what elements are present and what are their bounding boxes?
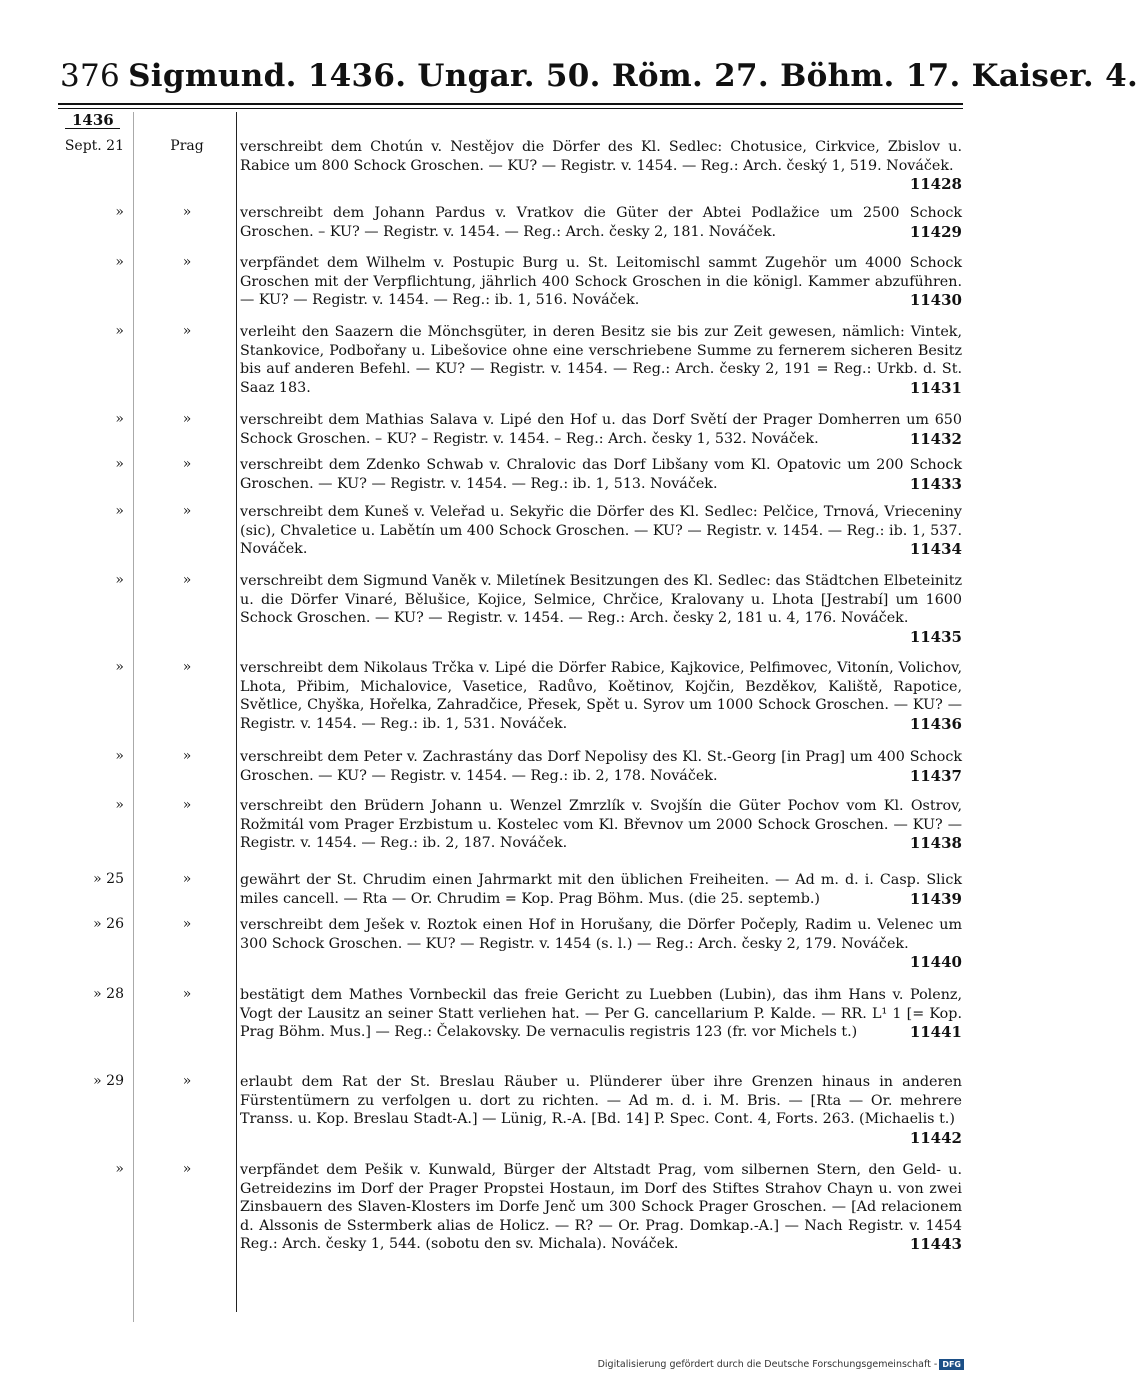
entry-number: 11437 [909,766,962,785]
entry-number: 11430 [909,291,962,310]
entry-place: Prag [170,138,204,154]
entry-text-block [240,503,962,559]
entry-date: » [115,1161,124,1177]
entry-number: 11442 [909,1128,962,1147]
entry-number: 11432 [909,429,962,448]
entry-text-block [240,204,962,241]
entry-place: » [182,659,192,675]
entry-number: 11436 [909,714,962,733]
entry-text: verschreibt dem Zdenko Schwab v. Chralovic das Dorf Libšany vom Kl. Opatovic um 200 Schock Groschen. — KU? — Registr. v. 1454. — Reg.: ib. 1, 513. Nováček. [240,457,962,492]
entry-text-block [240,572,962,646]
entry-place: » [182,797,192,813]
header-rule [58,103,963,105]
footer-text: Digitalisierung gefördert durch die Deutsche Forschungsgemeinschaft - [597,1359,938,1370]
entry-text-block [240,748,962,785]
entry-text-block [240,138,962,194]
entry-text-block [240,254,962,310]
entry-place: » [182,456,192,472]
entry-text: erlaubt dem Rat der St. Breslau Räuber u. Plünderer über ihre Grenzen hinaus in anderen Fürstentümern zu verfolgen u. dort zu richten. — Ad m. d. i. M. Bris. — [Rta — Or. mehrere Transs. u. Kop. Breslau Stadt-A.] — Lünig, R.-A. [Bd. 14] P. Spec. Cont. 4, Forts. 263. (Michaelis t.) [240,1074,962,1128]
entry-text: bestätigt dem Mathes Vornbeckil das freie Gericht zu Luebben (Lubin), das ihm Hans v. Polenz, Vogt der Lausitz an seiner Statt verliehen hat. — Per G. cancellarium P. Kalde. — RR. L¹ 1 [= Kop. Prag Böhm. Mus.] — Reg.: Čelakovsky. De vernaculis registris 123 (fr. vor Michels t.) [240,987,962,1041]
entry-text-block [240,1161,962,1254]
entry-number: 11433 [909,474,962,493]
entry-number: 11428 [909,175,962,194]
entry-text-block [240,411,962,448]
entry-text: verschreibt den Brüdern Johann u. Wenzel Zmrzlík v. Svojšín die Güter Pochov vom Kl. Ostrov, Rožmitál vom Prager Erzbistum u. Kostelec vom Kl. Břevnov um 2000 Schock Groschen. — KU? — Registr. v. 1454. — Reg.: ib. 2, 187. Nováček. [240,798,962,852]
entry-number: 11439 [909,889,962,908]
column-divider [236,112,237,1312]
entry-place: » [182,323,192,339]
entry-text: verpfändet dem Pešik v. Kunwald, Bürger der Altstadt Prag, vom silbernen Stern, den Geld- u. Getreidezins im Dorf der Prager Propstei Hostaun, im Dorf des Stiftes Strahov Chayn u. von zwei Zinsbauern des Slaven-Klosters im Dorfe Jenč um 300 Schock Prager Groschen. — [Ad relacionem d. Alssonis de Sstermberk alias de Holicz. — R? — Or. Prag. Domkap.-A.] — Nach Registr. v. 1454 Reg.: Arch. česky 1, 544. (sobotu den sv. Michala). Nováček. [240,1162,962,1253]
entry-place: » [182,1073,192,1089]
footer-credit [598,1359,964,1370]
entry-date: » [115,748,124,764]
entry-text: verschreibt dem Nikolaus Trčka v. Lipé die Dörfer Rabice, Kajkovice, Pelfimovec, Vitonín, Volichov, Lhota, Přibim, Michalovice, Vasetice, Radůvo, Koětinov, Kojčin, Bezděkov, Kaliště, Rapotice, Světlice, Chyška, Hořelka, Zahradčice, Přesek, Spět u. Syrov um 1000 Schock Groschen. — KU? — Registr. v. 1454. — Reg.: ib. 1, 531. Nováček. [240,660,962,732]
entry-date: » [115,254,124,270]
entry-date: » [115,323,124,339]
entry-text-block [240,323,962,397]
entry-text-block [240,986,962,1042]
entry-date: » 28 [93,986,124,1002]
entry-place: » [182,871,192,887]
entry-date: » [115,456,124,472]
entry-text: verpfändet dem Wilhelm v. Postupic Burg u. St. Leitomischl sammt Zugehör um 4000 Schock Groschen mit der Verpflichtung, jährlich 400 Schock Groschen in die königl. Kammer abzuführen. — KU? — Registr. v. 1454. — Reg.: ib. 1, 516. Nováček. [240,255,962,309]
entry-text: verschreibt dem Johann Pardus v. Vratkov die Güter der Abtei Podlažice um 2500 Schock Groschen. – KU? — Registr. v. 1454. — Reg.: Arch. česky 2, 181. Nováček. [240,205,962,240]
entry-text: verschreibt dem Chotún v. Nestějov die Dörfer des Kl. Sedlec: Chotusice, Cirkvice, Zbislov u. Rabice um 800 Schock Groschen. — KU? — Registr. v. 1454. — Reg.: Arch. český 1, 519. Nováček. [240,139,962,174]
entry-text: verschreibt dem Ješek v. Roztok einen Hof in Horušany, die Dörfer Počeply, Radim u. Velenec um 300 Schock Groschen. — KU? — Registr. v. 1454 (s. l.) — Reg.: Arch. česky 2, 179. Nováček. [240,917,962,952]
entry-text: verleiht den Saazern die Mönchsgüter, in deren Besitz sie bis zur Zeit gewesen, nämlich: Vintek, Stankovice, Podbořany u. Libešovice ohne eine verschriebene Summe zu fernerem sicheren Besitz bis auf anderen Befehl. — KU? — Registr. v. 1454. — Reg.: Arch. česky 2, 191 = Reg.: Urkb. d. St. Saaz 183. [240,324,962,396]
entry-date: » [115,503,124,519]
entry-number: 11435 [909,627,962,646]
entry-number: 11440 [909,953,962,972]
entry-text: verschreibt dem Sigmund Vaněk v. Miletínek Besitzungen des Kl. Sedlec: das Städtchen Elbeteinitz u. die Dörfer Vinaré, Bělušice, Kojice, Selmice, Chrčice, Kralovany u. Lhota [Jestrabí] um 1600 Schock Groschen. — KU? — Registr. v. 1454. — Reg.: Arch. česky 2, 181 u. 4, 176. Nováček. [240,573,962,627]
column-divider-left [133,112,134,1322]
entry-date: » 26 [93,916,124,932]
entry-text-block [240,456,962,493]
entry-date: » [115,659,124,675]
entry-number: 11438 [909,834,962,853]
page-header [60,58,1138,98]
entry-text-block [240,916,962,972]
entry-number: 11443 [909,1235,962,1254]
year-underline [65,128,120,129]
year-label: 1436 [72,111,114,129]
entry-text: verschreibt dem Peter v. Zachrastány das Dorf Nepolisy des Kl. St.-Georg [in Prag] um 400 Schock Groschen. — KU? — Registr. v. 1454. — Reg.: ib. 2, 178. Nováček. [240,749,962,784]
entry-place: » [182,411,192,427]
running-title: Sigmund. 1436. Ungar. 50. Röm. 27. Böhm. 17. Kaiser. 4. [128,58,1138,94]
entry-place: » [182,916,192,932]
entry-date: Sept. 21 [64,138,124,154]
header-rule-thin [58,108,963,109]
page-number: 376 [60,58,121,94]
entry-number: 11429 [909,222,962,241]
entry-place: » [182,572,192,588]
entry-date: » [115,204,124,220]
entry-place: » [182,204,192,220]
entry-text: verschreibt dem Kuneš v. Veleřad u. Sekyřic die Dörfer des Kl. Sedlec: Pelčice, Trnová, Vrieceniny (sic), Chvaletice u. Labětín um 400 Schock Groschen. — KU? — Registr. v. 1454. — Reg.: ib. 1, 537. Nováček. [240,504,962,558]
entry-number: 11431 [909,378,962,397]
entry-text-block [240,659,962,733]
entry-place: » [182,1161,192,1177]
entry-date: » 29 [93,1073,124,1089]
entry-place: » [182,986,192,1002]
entry-text-block [240,797,962,853]
entry-place: » [182,254,192,270]
entry-text: gewährt der St. Chrudim einen Jahrmarkt mit den üblichen Freiheiten. — Ad m. d. i. Casp. Slick miles cancell. — Rta — Or. Chrudim = Kop. Prag Böhm. Mus. (die 25. septemb.) [240,872,962,907]
entry-text-block [240,1073,962,1147]
entry-number: 11441 [909,1023,962,1042]
entry-text-block [240,871,962,908]
entry-date: » 25 [93,871,124,887]
entry-date: » [115,411,124,427]
dfg-logo: DFG [939,1359,964,1370]
entry-place: » [182,503,192,519]
entry-place: » [182,748,192,764]
entry-date: » [115,572,124,588]
entry-text: verschreibt dem Mathias Salava v. Lipé den Hof u. das Dorf Světí der Prager Domherren um 650 Schock Groschen. – KU? – Registr. v. 1454. – Reg.: Arch. česky 1, 532. Nováček. [240,412,962,447]
entry-date: » [115,797,124,813]
entry-number: 11434 [909,540,962,559]
